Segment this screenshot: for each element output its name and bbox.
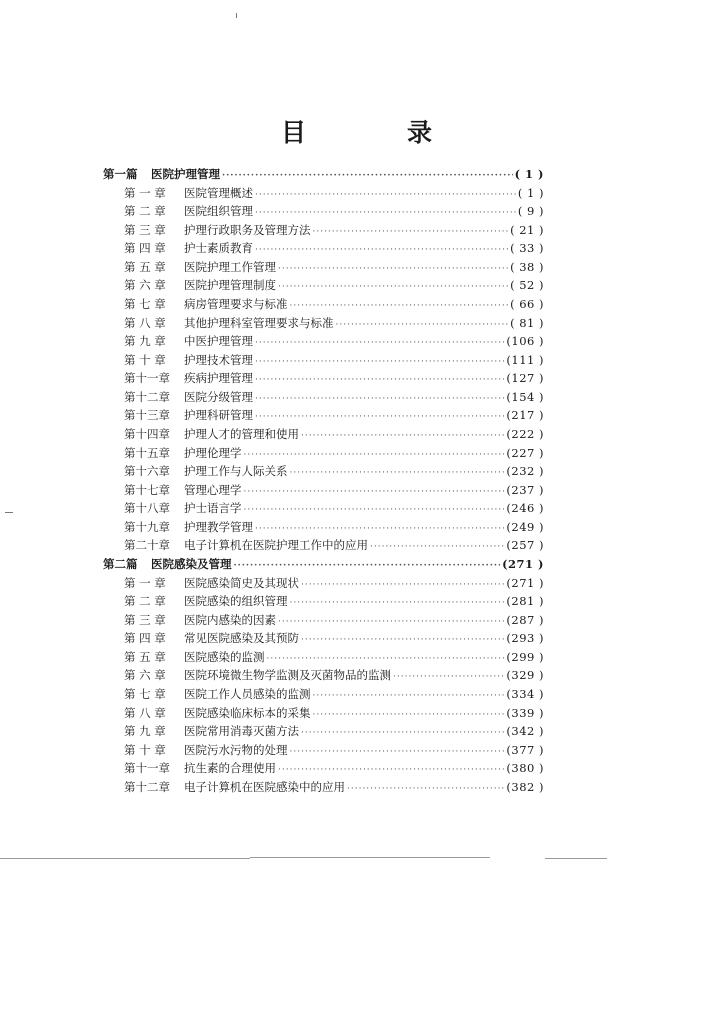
chapter-label: 第 九 章 — [124, 724, 166, 738]
toc-chapter-entry — [124, 277, 544, 294]
toc-chapter-entry — [124, 723, 544, 740]
page-number: (232 ) — [506, 464, 544, 478]
chapter-title: 医院组织管理 — [184, 204, 253, 218]
page-number: (227 ) — [506, 446, 544, 460]
dot-leader — [301, 577, 504, 594]
dot-leader — [255, 409, 504, 426]
chapter-title: 医院污水污物的处理 — [184, 743, 288, 757]
chapter-label: 第 二 章 — [124, 594, 166, 608]
chapter-title: 护理科研管理 — [184, 408, 253, 422]
bottom-rule — [0, 858, 250, 859]
dot-leader — [393, 669, 504, 686]
dot-leader — [347, 781, 504, 798]
dot-leader — [255, 372, 504, 389]
page-number: (127 ) — [506, 371, 544, 385]
part-title: 医院护理管理 — [151, 167, 220, 181]
toc-chapter-entry — [124, 500, 544, 517]
chapter-title: 医院护理管理制度 — [184, 278, 276, 292]
toc-chapter-entry — [124, 482, 544, 499]
chapter-title: 护理行政职务及管理方法 — [184, 223, 311, 237]
dot-leader — [313, 224, 509, 241]
toc-chapter-entry — [124, 705, 544, 722]
chapter-label: 第 三 章 — [124, 613, 166, 627]
chapter-title: 医院护理工作管理 — [184, 260, 276, 274]
bottom-rule — [545, 858, 607, 859]
chapter-title: 护理伦理学 — [184, 446, 242, 460]
toc-chapter-entry — [124, 240, 544, 257]
chapter-title: 中医护理管理 — [184, 334, 253, 348]
chapter-title: 医院分级管理 — [184, 390, 253, 404]
chapter-label: 第十二章 — [124, 780, 170, 794]
chapter-label: 第 六 章 — [124, 668, 166, 682]
chapter-title: 其他护理科室管理要求与标准 — [184, 316, 334, 330]
toc-chapter-entry — [124, 630, 544, 647]
chapter-title: 医院感染临床标本的采集 — [184, 706, 311, 720]
toc-chapter-entry — [124, 667, 544, 684]
page-number: (271 ) — [506, 576, 544, 590]
chapter-title: 医院感染的监测 — [184, 650, 265, 664]
chapter-label: 第十七章 — [124, 483, 170, 497]
dot-leader — [255, 187, 516, 204]
chapter-label: 第 七 章 — [124, 687, 166, 701]
toc-chapter-entry — [124, 426, 544, 443]
chapter-label: 第 四 章 — [124, 241, 166, 255]
dot-leader — [313, 707, 505, 724]
chapter-label: 第十五章 — [124, 446, 170, 460]
chapter-title: 医院内感染的因素 — [184, 613, 276, 627]
page-number: (281 ) — [506, 594, 544, 608]
chapter-label: 第二十章 — [124, 538, 170, 552]
dot-leader — [255, 242, 508, 259]
chapter-label: 第 十 章 — [124, 743, 166, 757]
dot-leader — [336, 317, 509, 334]
page-number: (293 ) — [506, 631, 544, 645]
page-number: ( 52 ) — [510, 278, 544, 292]
chapter-label: 第 一 章 — [124, 186, 166, 200]
toc-chapter-entry — [124, 185, 544, 202]
chapter-title: 医院常用消毒灭菌方法 — [184, 724, 299, 738]
chapter-label: 第 七 章 — [124, 297, 166, 311]
chapter-title: 护理工作与人际关系 — [184, 464, 288, 478]
dot-leader — [244, 502, 505, 519]
chapter-label: 第 五 章 — [124, 260, 166, 274]
dot-leader — [278, 614, 504, 631]
dot-leader — [255, 335, 504, 352]
dot-leader — [267, 651, 505, 668]
chapter-label: 第 八 章 — [124, 316, 166, 330]
chapter-label: 第 八 章 — [124, 706, 166, 720]
page-number: (339 ) — [506, 706, 544, 720]
page-number: (222 ) — [506, 427, 544, 441]
toc-chapter-entry — [124, 537, 544, 554]
chapter-label: 第十八章 — [124, 501, 170, 515]
page-number: (382 ) — [506, 780, 544, 794]
toc-chapter-entry — [124, 649, 544, 666]
dot-leader — [255, 205, 516, 222]
dot-leader — [301, 632, 504, 649]
dot-leader — [222, 168, 513, 185]
chapter-label: 第十三章 — [124, 408, 170, 422]
dot-leader — [301, 725, 504, 742]
toc-chapter-entry — [124, 445, 544, 462]
chapter-title: 医院管理概述 — [184, 186, 253, 200]
chapter-label: 第 九 章 — [124, 334, 166, 348]
page-number: (329 ) — [506, 668, 544, 682]
page-number: (246 ) — [506, 501, 544, 515]
toc-chapter-entry — [124, 333, 544, 350]
page-number: ( 33 ) — [510, 241, 544, 255]
chapter-title: 医院感染的组织管理 — [184, 594, 288, 608]
toc-chapter-entry — [124, 742, 544, 759]
page-number: (342 ) — [506, 724, 544, 738]
part-title: 医院感染及管理 — [151, 557, 232, 571]
dot-leader — [290, 298, 509, 315]
dot-leader — [255, 391, 504, 408]
dot-leader — [301, 428, 504, 445]
page-number: (257 ) — [506, 538, 544, 552]
dot-leader — [255, 521, 504, 538]
page-number: ( 81 ) — [510, 316, 544, 330]
part-label: 第一篇 — [103, 167, 138, 181]
dot-leader — [278, 261, 508, 278]
chapter-label: 第十一章 — [124, 761, 170, 775]
chapter-label: 第十二章 — [124, 390, 170, 404]
page-number: ( 21 ) — [510, 223, 544, 237]
chapter-label: 第 五 章 — [124, 650, 166, 664]
chapter-title: 疾病护理管理 — [184, 371, 253, 385]
chapter-label: 第十一章 — [124, 371, 170, 385]
toc-chapter-entry — [124, 519, 544, 536]
toc-chapter-entry — [124, 407, 544, 424]
chapter-title: 管理心理学 — [184, 483, 242, 497]
chapter-label: 第 六 章 — [124, 278, 166, 292]
chapter-title: 电子计算机在医院感染中的应用 — [184, 780, 345, 794]
dot-leader — [290, 595, 505, 612]
chapter-label: 第十六章 — [124, 464, 170, 478]
page-number: (377 ) — [506, 743, 544, 757]
page-number: (287 ) — [506, 613, 544, 627]
toc-chapter-entry — [124, 296, 544, 313]
page-number: ( 9 ) — [517, 204, 544, 218]
dot-leader — [370, 539, 504, 556]
page-number: ( 1 ) — [514, 167, 544, 181]
toc-chapter-entry — [124, 779, 544, 796]
chapter-title: 病房管理要求与标准 — [184, 297, 288, 311]
page-number: (217 ) — [506, 408, 544, 422]
dot-leader — [278, 279, 508, 296]
toc-chapter-entry — [124, 612, 544, 629]
page-number: (154 ) — [506, 390, 544, 404]
chapter-label: 第 一 章 — [124, 576, 166, 590]
page-number: (271 ) — [502, 557, 544, 571]
page-number: (299 ) — [506, 650, 544, 664]
chapter-title: 护士素质教育 — [184, 241, 253, 255]
dot-leader — [255, 354, 504, 371]
toc-chapter-entry — [124, 389, 544, 406]
toc-chapter-entry — [124, 575, 544, 592]
chapter-label: 第 三 章 — [124, 223, 166, 237]
dot-leader — [244, 447, 505, 464]
toc-chapter-entry — [124, 222, 544, 239]
toc-part-entry — [103, 556, 544, 573]
page-number: (334 ) — [506, 687, 544, 701]
toc-chapter-entry — [124, 686, 544, 703]
chapter-title: 护士语言学 — [184, 501, 242, 515]
scan-mark — [5, 512, 13, 513]
page-number: (237 ) — [506, 483, 544, 497]
toc-chapter-entry — [124, 593, 544, 610]
dot-leader — [313, 688, 505, 705]
chapter-label: 第 四 章 — [124, 631, 166, 645]
toc-chapter-entry — [124, 259, 544, 276]
chapter-label: 第 十 章 — [124, 353, 166, 367]
dot-leader — [290, 465, 505, 482]
dot-leader — [278, 762, 504, 779]
toc-part-entry — [103, 166, 544, 183]
part-label: 第二篇 — [103, 557, 138, 571]
page-number: (249 ) — [506, 520, 544, 534]
page-number: ( 1 ) — [517, 186, 544, 200]
toc-chapter-entry — [124, 203, 544, 220]
dot-leader — [234, 558, 501, 575]
chapter-label: 第十四章 — [124, 427, 170, 441]
scan-mark — [236, 13, 237, 18]
chapter-label: 第 二 章 — [124, 204, 166, 218]
chapter-title: 护理人才的管理和使用 — [184, 427, 299, 441]
chapter-title: 医院感染简史及其现状 — [184, 576, 299, 590]
toc-chapter-entry — [124, 463, 544, 480]
chapter-title: 电子计算机在医院护理工作中的应用 — [184, 538, 368, 552]
page-title: 目 录 — [280, 118, 470, 147]
chapter-title: 护理技术管理 — [184, 353, 253, 367]
chapter-title: 医院工作人员感染的监测 — [184, 687, 311, 701]
toc-chapter-entry — [124, 315, 544, 332]
chapter-title: 常见医院感染及其预防 — [184, 631, 299, 645]
dot-leader — [290, 744, 505, 761]
chapter-title: 护理教学管理 — [184, 520, 253, 534]
page-number: (380 ) — [506, 761, 544, 775]
page-number: (106 ) — [506, 334, 544, 348]
toc-chapter-entry — [124, 370, 544, 387]
page-number: ( 66 ) — [510, 297, 544, 311]
page-number: ( 38 ) — [510, 260, 544, 274]
page-number: (111 ) — [506, 353, 544, 367]
toc-chapter-entry — [124, 760, 544, 777]
chapter-label: 第十九章 — [124, 520, 170, 534]
bottom-rule — [250, 857, 490, 858]
chapter-title: 抗生素的合理使用 — [184, 761, 276, 775]
chapter-title: 医院环境微生物学监测及灭菌物品的监测 — [184, 668, 391, 682]
toc-chapter-entry — [124, 352, 544, 369]
dot-leader — [244, 484, 505, 501]
